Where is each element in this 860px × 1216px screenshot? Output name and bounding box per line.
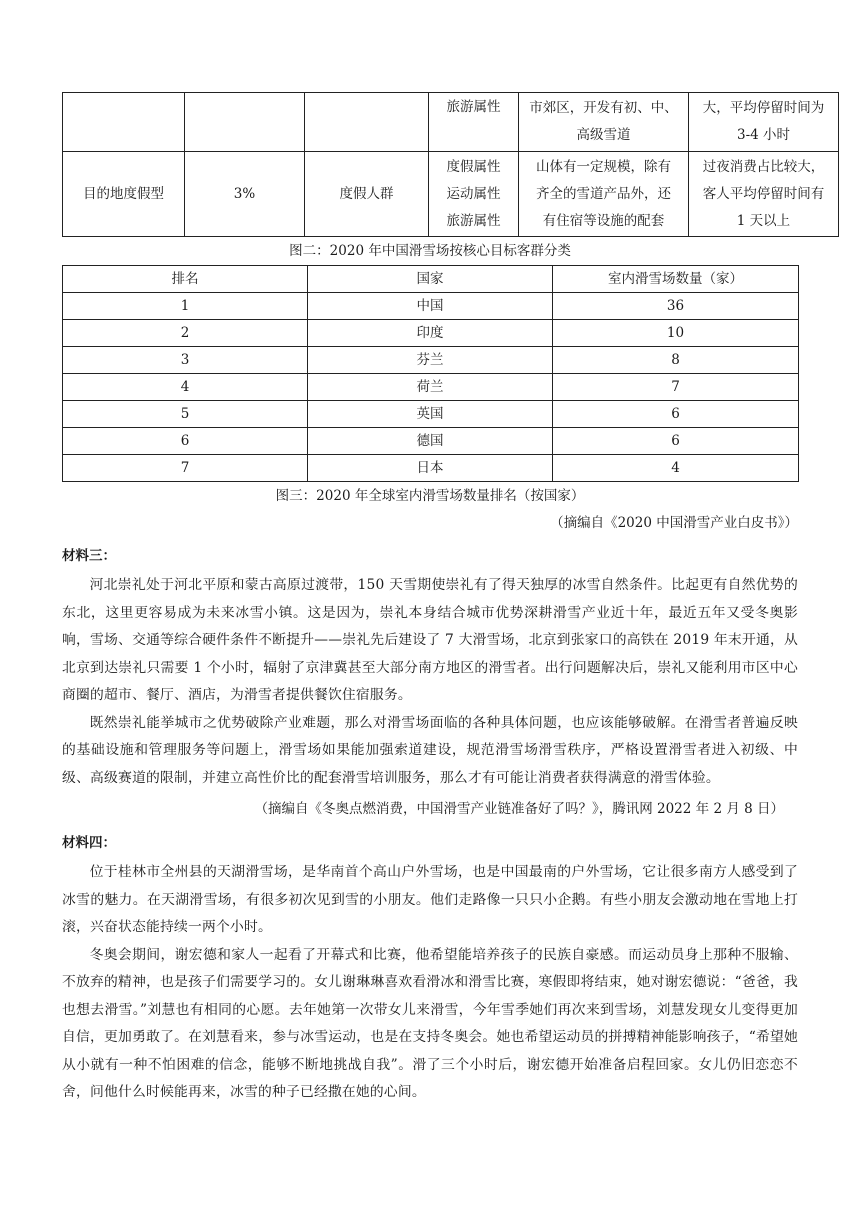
document-page — [62, 92, 825, 1107]
count-cell: 6 — [553, 401, 799, 428]
ski-resort-category-table — [62, 92, 839, 237]
table-row — [63, 455, 799, 482]
type-cell — [63, 93, 185, 152]
rank-cell: 7 — [63, 455, 308, 482]
paragraph: 既然崇礼能挙城市之优势破除产业难题，那么对滑雪场面临的各种具体问题，也应该能够破解。在滑雪者普遍反映的基础设施和管理服务等问题上，滑雪场如果能加强索道建设，规范滑雪场滑雪秩序，严格设置滑雪者进入初级、中级、高级赛道的限制，并建立高性价比的配套滑雪培训服务，那么才有可能让消费者获得满意的滑雪体验。 — [62, 714, 798, 786]
material-heading: 材料四： — [62, 835, 116, 851]
attribute-line: 运动属性 — [446, 185, 501, 202]
rank-cell: 2 — [63, 320, 308, 347]
attribute-line: 旅游属性 — [446, 99, 501, 115]
feature-line: 齐全的雪道产品外，还 — [536, 185, 671, 202]
indoor-ski-ranking-table — [62, 265, 799, 482]
table-row — [63, 347, 799, 374]
table-row — [63, 320, 799, 347]
type-cell: 目的地度假型 — [63, 152, 185, 237]
table-row — [63, 428, 799, 455]
source-note: （摘编自《2020 中国滑雪产业白皮书》） — [550, 515, 798, 531]
audience-cell — [305, 93, 429, 152]
features-cell — [519, 152, 689, 237]
paragraph: 位于桂林市全州县的天湖滑雪场，是华南首个高山户外雪场，也是中国最南的户外雪场，它让很多南方人感受到了冰雪的魅力。在天湖滑雪场，有很多初次见到雪的小朋友。他们走路像一只只小企鹅。有些小朋友会激动地在雪地上打滚，兴奋状态能持续一两个小时。 — [62, 864, 798, 935]
count-cell: 10 — [553, 320, 799, 347]
consumption-cell — [689, 152, 839, 237]
table-row — [63, 93, 839, 152]
consumption-line: 3-4 小时 — [736, 127, 791, 143]
source-note: （摘编自《冬奥点燃消费，中国滑雪产业链准备好了吗？》，腾讯网 2022 年 2 月 8 日） — [254, 801, 784, 817]
rank-cell: 6 — [63, 428, 308, 455]
country-cell: 荷兰 — [308, 374, 553, 401]
table-row — [63, 374, 799, 401]
figure-caption: 图二：2020 年中国滑雪场按核心目标客群分类 — [289, 243, 571, 259]
features-cell — [519, 93, 689, 152]
table-header-row — [63, 266, 799, 293]
table-row — [63, 152, 839, 237]
consumption-line: 大，平均停留时间为 — [702, 100, 825, 116]
table-row — [63, 293, 799, 320]
feature-line: 高级雪道 — [576, 127, 631, 143]
material-heading: 材料三： — [62, 548, 116, 564]
attributes-cell — [429, 93, 519, 152]
figure-caption: 图三：2020 年全球室内滑雪场数量排名（按国家） — [275, 488, 585, 504]
country-cell: 印度 — [308, 320, 553, 347]
country-cell: 德国 — [308, 428, 553, 455]
column-header-count: 室内滑雪场数量（家） — [553, 266, 799, 293]
count-cell: 8 — [553, 347, 799, 374]
paragraph: 冬奥会期间，谢宏德和家人一起看了开幕式和比赛，他希望能培养孩子的民族自豪感。而运动员身上那种不服输、不放弃的精神，也是孩子们需要学习的。女儿谢琳琳喜欢看滑冰和滑雪比赛，寒假即将结束，她对谢宏德说：“爸爸，我也想去滑雪。”刘慧也有相同的心愿。去年她第一次带女儿来滑雪，今年雪季她们再次来到雪场，刘慧发现女儿变得更加自信，更加勇敢了。在刘慧看来，参与冰雪运动，也是在支持冬奥会。她也希望运动员的拼搏精神能影响孩子，“希望她从小就有一种不怕困难的信念，能够不断地挑战自我”。滑了三个小时后，谢宏德开始准备启程回家。女儿仍旧恋恋不舍，问他什么时候能再来，冰雪的种子已经撒在她的心间。 — [62, 946, 799, 1100]
count-cell: 7 — [553, 374, 799, 401]
feature-line: 市郊区，开发有初、中、 — [529, 100, 678, 116]
consumption-line: 客人平均停留时间有 — [702, 185, 825, 202]
attributes-cell — [429, 152, 519, 237]
count-cell: 4 — [553, 455, 799, 482]
country-cell: 日本 — [308, 455, 553, 482]
rank-cell: 5 — [63, 401, 308, 428]
country-cell: 英国 — [308, 401, 553, 428]
column-header-rank: 排名 — [63, 266, 308, 293]
column-header-country: 国家 — [308, 266, 553, 293]
consumption-line: 1 天以上 — [736, 212, 791, 229]
paragraph: 河北崇礼处于河北平原和蒙古高原过渡带，150 天雪期使崇礼有了得天独厚的冰雪自然条件。比起更有自然优势的东北，这里更容易成为未来冰雪小镇。这是因为，崇礼本身结合城市优势深耕滑雪产业近十年，最近五年又受冬奥影响，雪场、交通等综合硬件条件不断提升——崇礼先后建设了 7 大滑雪场，北京到张家口的高铁在 2019 年末开通，从北京到达崇礼只需要 1 个小时，辐射了京津冀甚至大部分南方地区的滑雪者。出行问题解决后，崇礼又能利用市区中心商圈的超市、餐厅、酒店，为滑雪者提供餐饮住宿服务。 — [62, 577, 798, 703]
share-cell — [185, 93, 305, 152]
consumption-cell — [689, 93, 839, 152]
count-cell: 36 — [553, 293, 799, 320]
count-cell: 6 — [553, 428, 799, 455]
audience-cell: 度假人群 — [305, 152, 429, 237]
attribute-line: 旅游属性 — [446, 212, 501, 229]
consumption-line: 过夜消费占比较大， — [702, 158, 825, 175]
rank-cell: 1 — [63, 293, 308, 320]
country-cell: 芬兰 — [308, 347, 553, 374]
feature-line: 山体有一定规模，除有 — [536, 158, 671, 175]
rank-cell: 3 — [63, 347, 308, 374]
table-row — [63, 401, 799, 428]
country-cell: 中国 — [308, 293, 553, 320]
attribute-line: 度假属性 — [446, 158, 501, 175]
feature-line: 有住宿等设施的配套 — [542, 212, 665, 229]
share-cell: 3% — [185, 152, 305, 237]
rank-cell: 4 — [63, 374, 308, 401]
